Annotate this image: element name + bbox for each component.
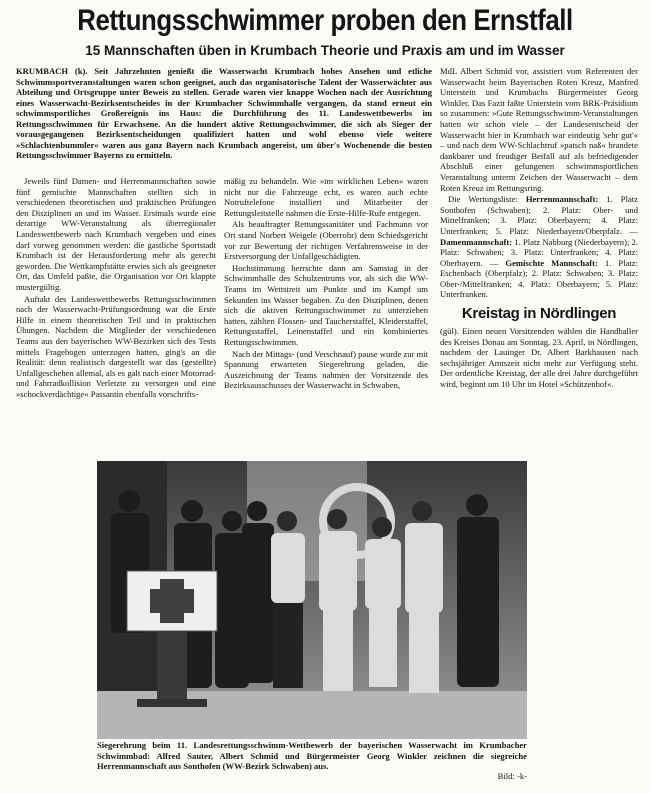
results-damen-label: Damenmannschaft: (440, 236, 513, 247)
results-paragraph (440, 194, 638, 300)
col3-paragraph-1: MdL Albert Schmid vor, assistiert vom Referenten der Wasserwacht beim Bayerischen Roten Kreuz, Manfred Unterstein und Krumbachs Bürgermeister Georg Winkler. Das Fazit faßte Unterstein vom BRK-Präsidium so zusammen: »Gute Rettungsschwimm-Veranstaltungen hatten wir schon viele – der Landesentscheid der Wasserwacht hier in Krumbach war eindeutig 'sehr gut'« – und nach dem WW-Schlachtruf »patsch naß« brandete dankbarer und freudiger Beifall auf als befriedigender Abschluß einer gelungenen schwimmsportlichen Veranstaltung unterm Zeichen der Wasserwacht – dem Roten Kreuz im Rettungsring. (440, 66, 638, 193)
results-intro: Die Wertungsliste: (448, 194, 518, 205)
photo-caption: Siegerehrung beim 11. Landesrettungsschwimm-Wettbewerb der bayerischen Wasserwacht im Krumbacher Schwimmbad: Alfred Sauter, Albert Schmid und Bürgermeister Georg Winkler zeichnen die siegreiche Herrenmannschaft aus Sonthofen (WW-Bezirk Schwaben) aus. (97, 740, 527, 771)
lead-text: Seit Jahrzehnten genießt die Wasserwacht Krumbach hohes Ansehen und etliche Schwimmsportveranstaltungen waren schon geeignet, auch das organisatorische Talent der Wasserwächter aus Abteilung und Ortsgruppe unter Beweis zu stellen. Gerade waren vier knappe Wochen nach der Ausrichtung eines Wasserwacht-Bezirksentscheides in der Krumbacher Schwimmhalle vergangen, da stand erneut ein schwimmsportliches Großereignis ins Haus: die Durchführung des 11. Landeswettbewerbs im Rettungsschwimmen für Erwachsene. An die hundert aktive Rettungsschwimmer, die sich als Sieger der vorausgegangenen Bezirksentscheidungen qualifiziert hatten und wohl ebenso viele weitere »Schlachtenbummler« waren aus ganz Bayern nach Krumbach angereist, um über's Wochenende die besten Rettungsschwimmer Bayerns zu ermitteln. (16, 66, 432, 160)
col1-paragraph-1: Jeweils fünf Damen- und Herrenmannschaften sowie fünf gemischte Mannschaften stellten sich in verschiedenen theoretischen und praktischen Prüfungen den Disziplinen an und im Wasser. Erstmals wurde eine derartige WW-Veranstaltung als überregionaler Landeswettbewerb nach Krumbach vergeben und eines darf vorweg genommen werden: die gastliche Sportstadt Krumbach ist der Herausforderung mehr als gerecht geworden. Die Wettkampfstätte erwies sich als geeigneter Ort, das Umfeld paßte, die Organisation vor Ort klappte mustergültig. (16, 176, 216, 292)
lead-block (16, 66, 432, 164)
article-column-3 (440, 66, 638, 461)
results-damen-text: 1. Platz Nabburg (Niederbayern); 2. Platz: Schwaben; 3. Platz: Unterfranken; 4. Platz: Oberbayern. — (440, 236, 638, 268)
subheadline: 15 Mannschaften üben in Krumbach Theorie und Praxis am und im Wasser (85, 43, 565, 58)
results-gemischt-label: Gemischte Mannschaft: (505, 257, 598, 268)
col2-paragraph-2: Als beauftragter Rettungssanitäter und Fachmann vor Ort stand Norbert Weigele (Oberrohr) dem Schiedsgericht vor zur Bewertung der richtigen Verfahrensweise in der Erstversorgung der Unfallgeschädigten. (224, 219, 428, 262)
lead-dateline: KRUMBACH (k). (16, 66, 88, 76)
article-column-2 (224, 176, 428, 456)
lead-paragraph (16, 66, 432, 161)
col1-paragraph-2: Auftakt des Landeswettbewerbs Rettungsschwimmen nach der Wasserwacht-Prüfungsordnung war die Erste Hilfe in einem theoretischen Teil und in praktischen Übungen. Nachdem die Mitglieder der verschiedenen Teams aus den bayerischen WW-Bezirken sich des Tests mittels Fragebogen unterzogen hatten, ging's an die Realität: denn realistisch dargestellt war das (gestellte) Unfallgeschehen allemal, als es galt nach einer Motorrad- und Fahrradkollision Verletzte zu versorgen und eine »schockverdächtige« Passantin ebenfalls vorschrifts- (16, 293, 216, 399)
award-ceremony-photo (97, 461, 527, 739)
article-column-1 (16, 176, 216, 456)
col2-paragraph-3: Hochstimmung herrschte dann am Samstag in der Schwimmhalle des Schulzentrums vor, als sich die WW-Teams im Wettstreit um Punkte und im Kampf um Sekunden ins Wasser begaben. Zu den Disziplinen, denen sich die aktiven Rettungsschwimmer zu unterziehen hatten, zählten Flossen- und Taucherstaffel, Kleiderstaffel, Rettungsstaffel, Leinenstaffel und ein kombiniertes Rettungsschwimmen. (224, 262, 428, 347)
col2-paragraph-4: Nach der Mittags- (und Verschnauf) pause wurde zur mit Spannung erwarteten Siegerehrung geladen, die Auszeichnung der Teams nahmen der Vorsitzende des Bezirksausschusses der Wasserwacht in Schwaben, (224, 348, 428, 391)
kreistag-headline: Kreistag in Nördlingen (461, 305, 617, 323)
kreistag-paragraph: (gül). Einen neuen Vorsitzenden wählen die Handballer des Kreises Donau am Sonntag, 23. April, in Nördlingen, nachdem der Lauinger Dr. Albert Barkhausen nach sechsjähriger Amtszeit nicht mehr zur Verfügung steht. Der ordentliche Kreistag, der alle drei Jahre durchgeführt wird, beginnt um 10 Uhr im Hotel »Schützenhof«. (440, 326, 638, 390)
photo-illustration (97, 461, 527, 739)
photo-credit: Bild: -k- (497, 771, 527, 781)
results-herren-text: 1. Platz Sonthofen (Schwaben); 2. Platz: Ober- und Mittelfranken; 3. Platz: Oberbayern; 4. Platz: Unterfranken; 5. Platz: Niederbayern/Oberpfalz. — (440, 194, 638, 236)
headline: Rettungsschwimmer proben den Ernstfall (77, 4, 573, 37)
col2-paragraph-1: mäßig zu behandeln. Wie »im wirklichen Leben« waren nicht nur die Fahrzeuge echt, es waren auch echte Notruftelefone installiert und Mitarbeiter der Rettungsleitstelle nahmen die Erste-Hilfe-Rufe entgegen. (224, 176, 428, 218)
results-herren-label: Herrenmannschaft: (525, 194, 599, 205)
results-gemischt-text: 1. Platz: Eschenbach (Oberpfalz); 2. Platz: Schwaben; 3. Platz: Ober-/Mittelfranken; 4. Platz: Oberbayern; 5. Platz: Unterfranken. (440, 257, 638, 300)
